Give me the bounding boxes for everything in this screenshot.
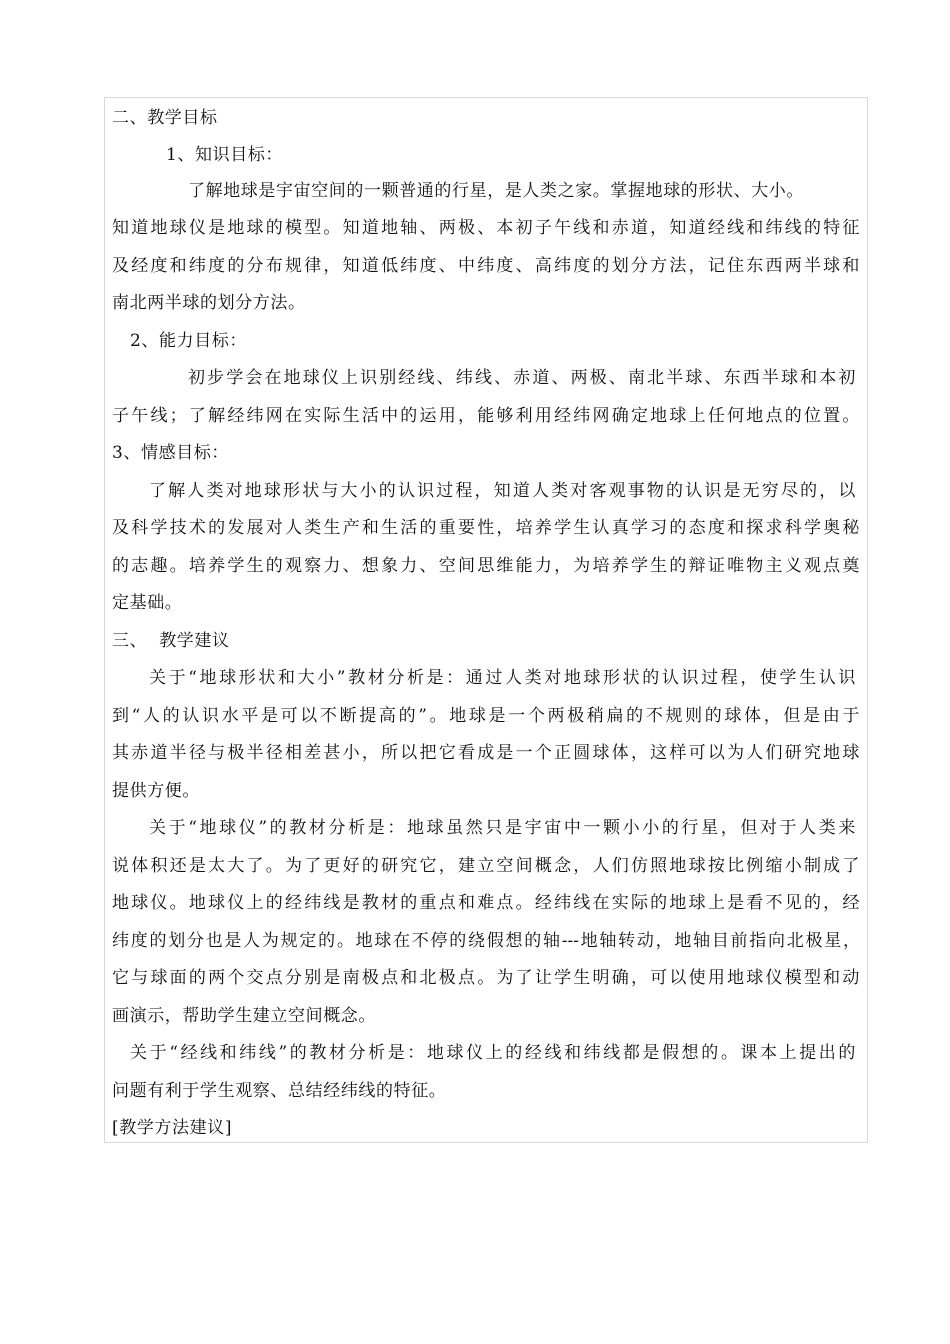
paragraph-line: 其赤道半径与极半径相差甚小，所以把它看成是一个正圆球体，这样可以为人们研究地球 <box>112 743 860 763</box>
paragraph-line: 定基础。 <box>112 593 183 613</box>
paragraph-line: 提供方便。 <box>112 781 200 801</box>
paragraph-line: 关于“地球形状和大小”教材分析是：通过人类对地球形状的认识过程，使学生认识 <box>149 668 856 688</box>
paragraph-line: 问题有利于学生观察、总结经纬线的特征。 <box>112 1081 447 1101</box>
subheading-ability-goals: 2、能力目标： <box>130 331 248 351</box>
paragraph-line: 到“人的认识水平是可以不断提高的”。地球是一个两极稍扁的不规则的球体，但是由于 <box>112 706 860 726</box>
section-heading-teaching-suggestions: 三、 教学建议 <box>112 631 230 651</box>
paragraph-line: 它与球面的两个交点分别是南极点和北极点。为了让学生明确，可以使用地球仪模型和动 <box>112 968 860 988</box>
subheading-teaching-method-suggestions: [教学方法建议] <box>112 1118 233 1138</box>
paragraph-line: 的志趣。培养学生的观察力、想象力、空间思维能力，为培养学生的辩证唯物主义观点奠 <box>112 556 860 576</box>
paragraph-line: 南北两半球的划分方法。 <box>112 293 306 313</box>
paragraph-line: 画演示，帮助学生建立空间概念。 <box>112 1006 376 1026</box>
section-heading-teaching-goals: 二、教学目标 <box>112 108 218 128</box>
paragraph-line: 地球仪。地球仪上的经纬线是教材的重点和难点。经纬线在实际的地球上是看不见的，经 <box>112 893 860 913</box>
paragraph-line: 及经度和纬度的分布规律，知道低纬度、中纬度、高纬度的划分方法，记住东西两半球和 <box>112 256 860 276</box>
paragraph-line: 纬度的划分也是人为规定的。地球在不停的绕假想的轴---地轴转动，地轴目前指向北极星， <box>112 931 860 951</box>
paragraph-line: 说体积还是太大了。为了更好的研究它，建立空间概念，人们仿照地球按比例缩小制成了 <box>112 856 860 876</box>
paragraph-line: 知道地球仪是地球的模型。知道地轴、两极、本初子午线和赤道，知道经线和纬线的特征 <box>112 218 860 238</box>
paragraph-line: 及科学技术的发展对人类生产和生活的重要性，培养学生认真学习的态度和探求科学奥秘 <box>112 518 860 538</box>
paragraph-line: 了解地球是宇宙空间的一颗普通的行星，是人类之家。掌握地球的形状、大小。 <box>188 181 804 201</box>
subheading-knowledge-goals: 1、知识目标： <box>166 145 284 165</box>
paragraph-line: 初步学会在地球仪上识别经线、纬线、赤道、两极、南北半球、东西半球和本初 <box>188 368 856 388</box>
paragraph-line: 关于“经线和纬线”的教材分析是：地球仪上的经线和纬线都是假想的。课本上提出的 <box>130 1043 856 1063</box>
paragraph-line: 子午线；了解经纬网在实际生活中的运用，能够利用经纬网确定地球上任何地点的位置。 <box>112 406 860 426</box>
paragraph-line: 了解人类对地球形状与大小的认识过程，知道人类对客观事物的认识是无穷尽的，以 <box>149 481 856 501</box>
subheading-emotional-goals: 3、情感目标： <box>112 443 230 463</box>
paragraph-line: 关于“地球仪”的教材分析是：地球虽然只是宇宙中一颗小小的行星，但对于人类来 <box>149 818 856 838</box>
